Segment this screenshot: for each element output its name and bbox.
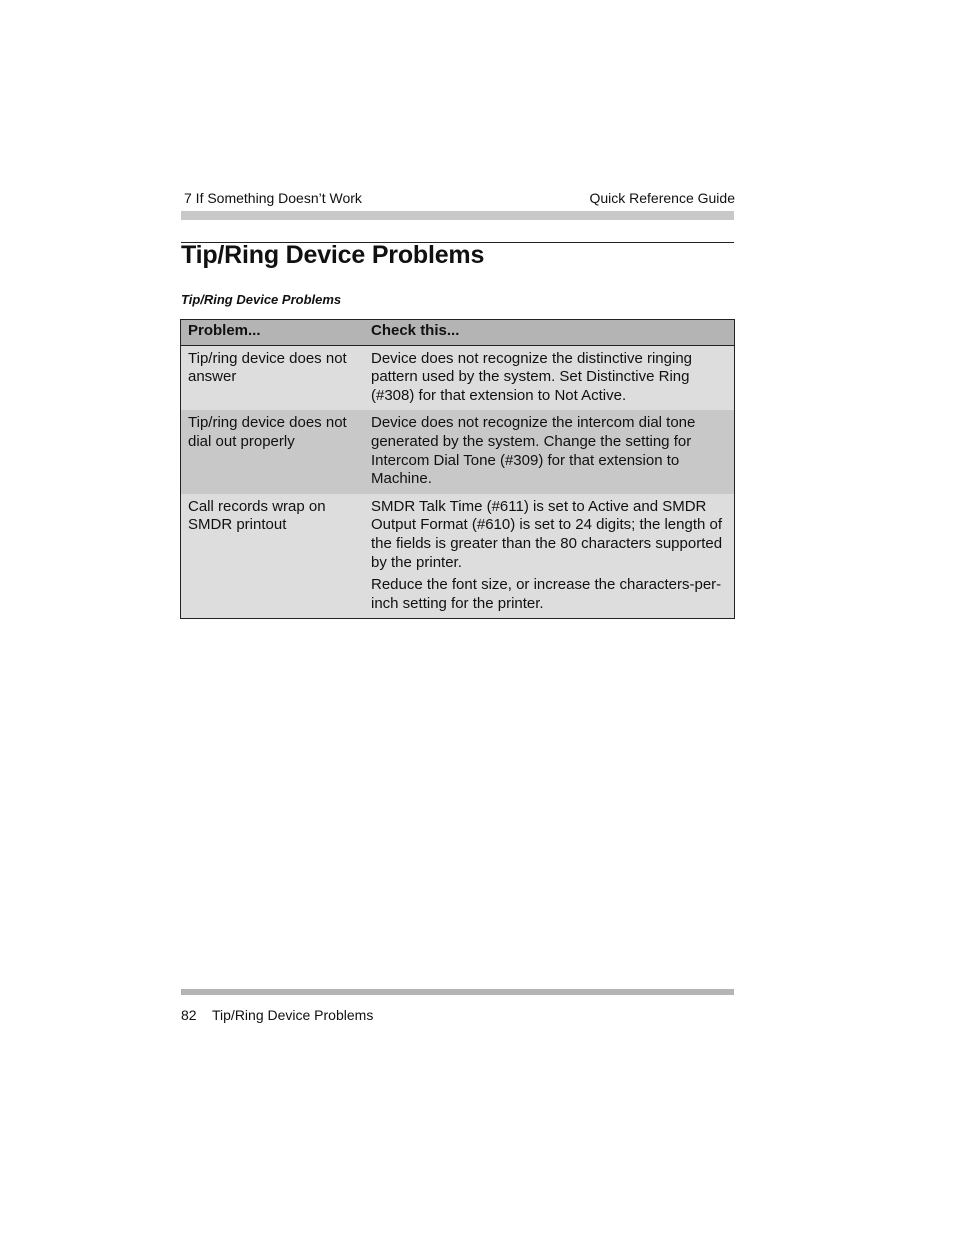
table-header-row [181, 320, 735, 346]
column-header-check: Check this... [364, 320, 735, 346]
check-paragraph: Reduce the font size, or increase the characters-per-inch setting for the printer. [371, 576, 722, 612]
problem-cell: Call records wrap on SMDR printout [181, 494, 365, 619]
header-rule-bar [181, 211, 734, 220]
table-row [181, 494, 735, 619]
check-paragraph: Device does not recognize the intercom dial tone generated by the system. Change the setting for Intercom Dial Tone (#309) for that extension to Machine. [371, 414, 696, 488]
table-row [181, 345, 735, 410]
check-paragraph: Device does not recognize the distinctive ringing pattern used by the system. Set Distinctive Ring (#308) for that extension to Not Active. [371, 349, 693, 404]
page-title: Tip/Ring Device Problems [181, 241, 485, 269]
table-caption: Tip/Ring Device Problems [181, 292, 342, 307]
troubleshooting-table [180, 319, 735, 619]
problem-cell: Tip/ring device does not dial out properly [181, 410, 365, 493]
check-paragraph: SMDR Talk Time (#611) is set to Active and SMDR Output Format (#610) is set to 24 digits; the length of the fields is greater than the 80 characters supported by the printer. [371, 497, 723, 571]
check-cell [364, 345, 735, 410]
guide-title-header: Quick Reference Guide [589, 190, 735, 206]
page-number: 82 [181, 1007, 197, 1023]
check-cell [364, 494, 735, 619]
chapter-header: 7 If Something Doesn’t Work [184, 190, 362, 206]
problem-cell: Tip/ring device does not answer [181, 345, 365, 410]
check-cell [364, 410, 735, 493]
column-header-problem: Problem... [181, 320, 365, 346]
footer-rule-bar [181, 989, 734, 995]
footer-section-title: Tip/Ring Device Problems [212, 1007, 374, 1023]
table-row [181, 410, 735, 493]
